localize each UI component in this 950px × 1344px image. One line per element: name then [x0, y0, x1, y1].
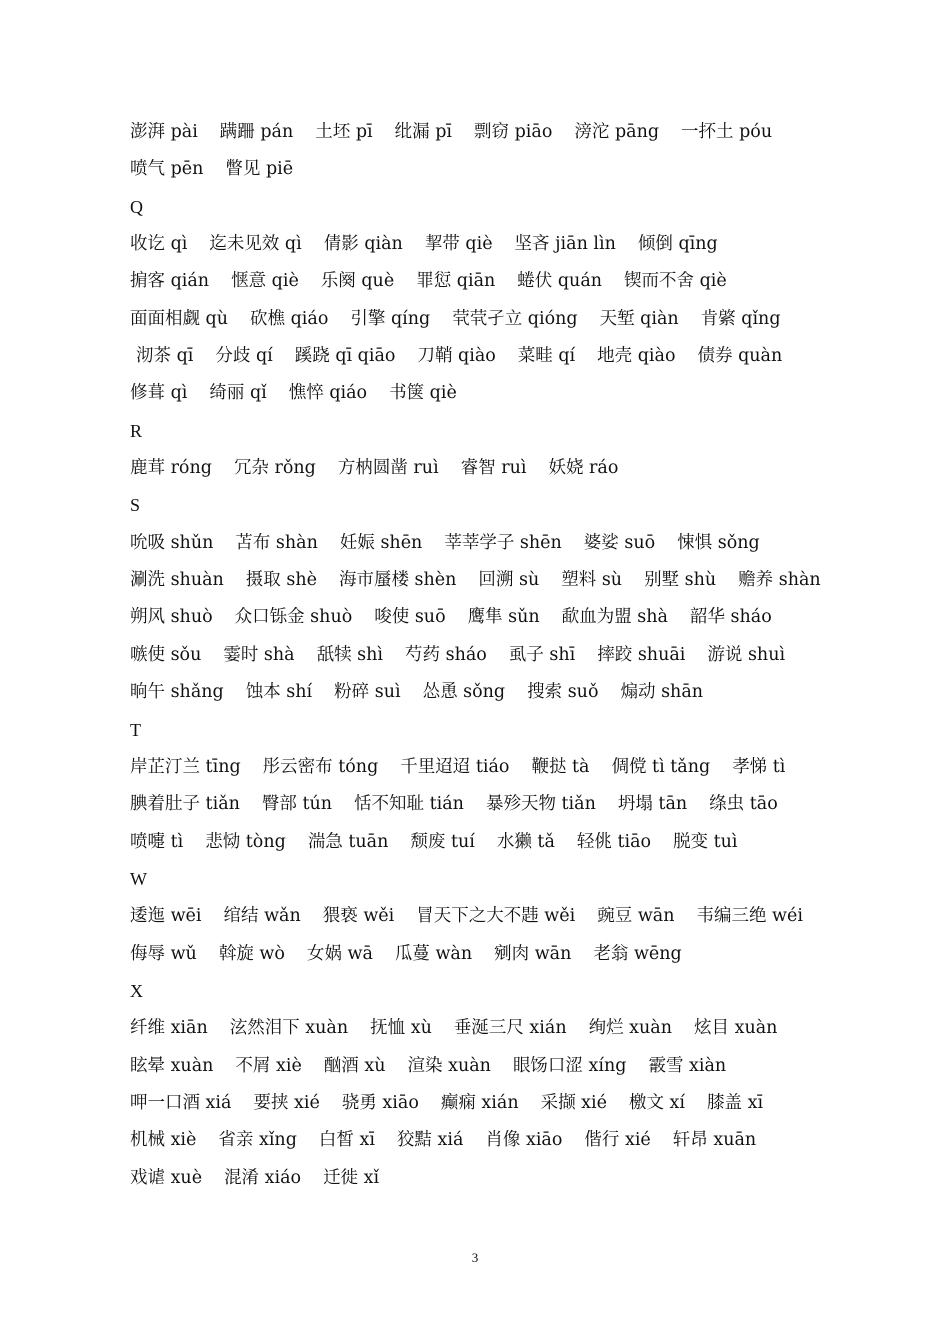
word-entry: 混淆 xiáo [224, 1167, 302, 1188]
section-letter-text: W [130, 868, 147, 889]
word-entry: 侮辱 wǔ [130, 943, 197, 964]
word-entry: 舐犊 shì [316, 644, 384, 665]
word-entry: 惬意 qiè [231, 271, 299, 292]
word-entry: 炫目 xuàn [694, 1018, 778, 1039]
word-entry: 颓废 tuí [410, 831, 475, 852]
word-entry: 回溯 sù [478, 570, 540, 591]
word-entry: 女娲 wā [306, 943, 373, 964]
word-entry: 一抔土 póu [681, 122, 773, 142]
word-entry: 绾结 wǎn [223, 906, 301, 927]
word-entry: 肖像 xiāo [485, 1130, 563, 1151]
word-entry: 悚惧 sǒng [677, 532, 760, 553]
vocabulary-list [130, 114, 830, 1197]
word-entry: 婆娑 suō [583, 532, 656, 553]
word-entry: 迁徙 xǐ [323, 1167, 380, 1188]
word-entry: 湍急 tuān [307, 831, 389, 852]
word-entry: 吮吸 shǔn [130, 532, 214, 553]
word-row [130, 226, 830, 263]
word-entry: 莘莘学子 shēn [444, 532, 562, 553]
word-row [130, 338, 830, 375]
word-entry: 千里迢迢 tiáo [400, 756, 510, 777]
word-entry: 芍药 sháo [405, 644, 487, 665]
word-row [130, 1160, 830, 1197]
word-entry: 土坯 pī [315, 122, 373, 142]
word-entry: 摔跤 shuāi [597, 644, 686, 665]
word-entry: 刀鞘 qiào [417, 346, 496, 367]
word-entry: 呷一口酒 xiá [130, 1092, 232, 1113]
word-entry: 绦虫 tāo [709, 794, 778, 815]
word-row [130, 637, 830, 674]
word-row [130, 450, 830, 487]
word-entry: 掮客 qián [130, 271, 210, 292]
word-entry: 要挟 xié [253, 1092, 320, 1113]
word-entry: 岸芷汀兰 tīng [130, 756, 241, 777]
word-entry: 渲染 xuàn [407, 1055, 491, 1076]
word-entry: 恬不知耻 tián [354, 794, 464, 815]
word-entry: 锲而不舍 qiè [624, 271, 727, 292]
word-entry: 泫然泪下 xuàn [229, 1018, 349, 1039]
word-entry: 鞭挞 tà [531, 756, 590, 777]
section-letter [130, 487, 830, 524]
word-entry: 晌午 shǎng [130, 682, 224, 703]
word-entry: 分歧 qí [215, 346, 273, 367]
section-letter [130, 861, 830, 898]
word-entry: 憔悴 qiáo [288, 383, 368, 404]
word-entry: 绚烂 xuàn [588, 1018, 673, 1039]
word-entry: 癫痫 xián [440, 1092, 519, 1113]
word-row [130, 898, 830, 935]
word-row [130, 674, 830, 711]
word-entry: 酗酒 xù [323, 1055, 386, 1076]
word-entry: 涮洗 shuàn [130, 570, 224, 591]
word-entry: 菜畦 qí [517, 346, 576, 367]
page-number: 3 [471, 1250, 479, 1265]
word-entry: 众口铄金 shuò [234, 607, 353, 628]
word-entry: 鹿茸 róng [130, 458, 212, 479]
word-entry: 别墅 shù [644, 570, 717, 591]
word-entry: 逶迤 wēi [130, 906, 202, 927]
word-entry: 斡旋 wò [218, 943, 285, 964]
word-entry: 眼饧口涩 xíng [512, 1055, 627, 1076]
section-letter-text: T [130, 719, 141, 740]
word-row [130, 1048, 830, 1085]
word-entry: 修葺 qì [130, 383, 188, 404]
word-entry: 水獭 tǎ [496, 831, 555, 852]
section-letter [130, 413, 830, 450]
word-row [130, 599, 830, 636]
word-entry: 韦编三绝 wéi [696, 906, 803, 927]
word-entry: 迄未见效 qì [209, 234, 302, 255]
word-entry: 罪愆 qiān [416, 271, 496, 292]
word-entry: 瞥见 piē [225, 159, 294, 180]
word-entry: 引擎 qíng [350, 308, 431, 329]
word-row [130, 375, 830, 412]
word-entry: 蜷伏 quán [517, 271, 603, 292]
word-entry: 天堑 qiàn [599, 308, 679, 329]
word-entry: 偕行 xié [584, 1130, 651, 1151]
word-entry: 暴殄天物 tiǎn [485, 794, 596, 815]
word-entry: 茕茕孑立 qióng [452, 308, 578, 329]
word-entry: 坍塌 tān [617, 794, 688, 815]
word-entry: 搜索 suǒ [527, 682, 599, 703]
word-entry: 砍樵 qiáo [250, 308, 329, 329]
word-entry: 嗾使 sǒu [130, 644, 202, 665]
section-letter-text: S [130, 495, 141, 516]
word-entry: 轻佻 tiāo [576, 831, 652, 852]
word-entry: 蚀本 shí [245, 682, 313, 703]
word-entry: 戏谑 xuè [130, 1167, 203, 1188]
section-letter [130, 712, 830, 749]
word-entry: 猥亵 wěi [322, 906, 395, 927]
word-entry: 豌豆 wān [597, 906, 675, 927]
word-entry: 霰雪 xiàn [648, 1055, 727, 1076]
word-row [130, 114, 830, 151]
word-entry: 游说 shuì [707, 644, 786, 665]
word-entry: 采撷 xié [540, 1092, 607, 1113]
word-entry: 挈带 qiè [424, 234, 493, 255]
section-letter [130, 189, 830, 226]
word-entry: 虱子 shī [508, 644, 576, 665]
word-entry: 赡养 shàn [738, 570, 821, 591]
word-entry: 鹰隼 sǔn [467, 607, 540, 628]
word-entry: 蹒跚 pán [219, 122, 294, 142]
section-letter-text: X [130, 980, 143, 1001]
word-entry: 剽窃 piāo [474, 122, 553, 142]
section-letter-text: Q [130, 196, 143, 217]
word-entry: 喷气 pēn [130, 159, 204, 180]
word-entry: 眩晕 xuàn [130, 1055, 214, 1076]
word-entry: 省亲 xǐng [218, 1130, 297, 1151]
word-entry: 悲恸 tòng [205, 831, 286, 852]
word-entry: 轩昂 xuān [672, 1130, 757, 1151]
word-entry: 腆着肚子 tiǎn [130, 794, 240, 815]
word-entry: 澎湃 pài [130, 122, 198, 142]
word-entry: 朔风 shuò [130, 607, 213, 628]
word-row [130, 151, 830, 188]
word-entry: 摄取 shè [245, 570, 317, 591]
word-entry: 债券 quàn [697, 346, 783, 367]
word-entry: 倾倒 qīng [637, 234, 718, 255]
word-entry: 霎时 shà [223, 644, 295, 665]
word-entry: 面面相觑 qù [130, 308, 229, 329]
word-entry: 冒天下之大不韪 wěi [416, 906, 576, 927]
word-entry: 乐阕 què [320, 271, 395, 292]
word-row [130, 824, 830, 861]
word-entry: 歃血为盟 shà [561, 607, 668, 628]
word-entry: 唆使 suō [374, 607, 446, 628]
word-entry: 滂沱 pāng [574, 122, 660, 142]
word-entry: 彤云密布 tóng [262, 756, 379, 777]
word-entry: 沏茶 qī [136, 346, 194, 367]
word-entry: 骁勇 xiāo [341, 1092, 419, 1113]
word-row [130, 1122, 830, 1159]
word-row [130, 1085, 830, 1122]
word-entry: 剜肉 wān [494, 943, 572, 964]
word-entry: 书箧 qiè [389, 383, 457, 404]
word-entry: 倜傥 tì tǎng [611, 756, 711, 777]
word-entry: 地壳 qiào [597, 346, 676, 367]
word-entry: 狡黠 xiá [396, 1130, 464, 1151]
section-letter-text: R [130, 420, 143, 441]
word-entry: 煽动 shān [620, 682, 704, 703]
word-row [130, 749, 830, 786]
word-entry: 粉碎 suì [334, 682, 401, 703]
word-entry: 绮丽 qǐ [209, 383, 267, 404]
word-entry: 喷嚏 tì [130, 831, 184, 852]
word-entry: 脱变 tuì [673, 831, 738, 852]
word-entry: 臀部 tún [261, 794, 333, 815]
word-entry: 坚吝 jiān lìn [514, 234, 616, 255]
word-entry: 膝盖 xī [707, 1092, 764, 1113]
word-entry: 塑料 sù [561, 570, 623, 591]
word-entry: 抚恤 xù [370, 1018, 432, 1039]
word-entry: 妖娆 ráo [548, 458, 619, 479]
word-entry: 肯綮 qǐng [700, 308, 781, 329]
word-entry: 苫布 shàn [235, 532, 318, 553]
word-entry: 老翁 wēng [593, 943, 682, 964]
word-entry: 机械 xiè [130, 1130, 197, 1151]
word-row [130, 1010, 830, 1047]
word-entry: 妊娠 shēn [339, 532, 423, 553]
word-entry: 海市蜃楼 shèn [338, 570, 457, 591]
word-entry: 睿智 ruì [460, 458, 527, 479]
word-entry: 方枘圆凿 ruì [337, 458, 439, 479]
word-entry: 白皙 xī [318, 1130, 375, 1151]
word-entry: 垂涎三尺 xián [453, 1018, 567, 1039]
word-entry: 纰漏 pī [394, 122, 453, 142]
word-row [130, 301, 830, 338]
word-row [130, 936, 830, 973]
word-entry: 不屑 xiè [235, 1055, 302, 1076]
word-entry: 檄文 xí [628, 1092, 686, 1113]
word-row [130, 525, 830, 562]
word-entry: 怂恿 sǒng [422, 682, 506, 703]
word-entry: 蹊跷 qī qiāo [294, 346, 396, 367]
word-entry: 冗杂 rǒng [233, 458, 316, 479]
word-entry: 收讫 qì [130, 234, 188, 255]
section-letter [130, 973, 830, 1010]
word-row [130, 562, 830, 599]
word-entry: 韶华 sháo [689, 607, 772, 628]
word-entry: 孝悌 tì [732, 756, 786, 777]
word-entry: 纤维 xiān [130, 1018, 208, 1039]
word-row [130, 786, 830, 823]
word-row [130, 263, 830, 300]
word-entry: 倩影 qiàn [323, 234, 403, 255]
word-entry: 瓜蔓 wàn [394, 943, 473, 964]
